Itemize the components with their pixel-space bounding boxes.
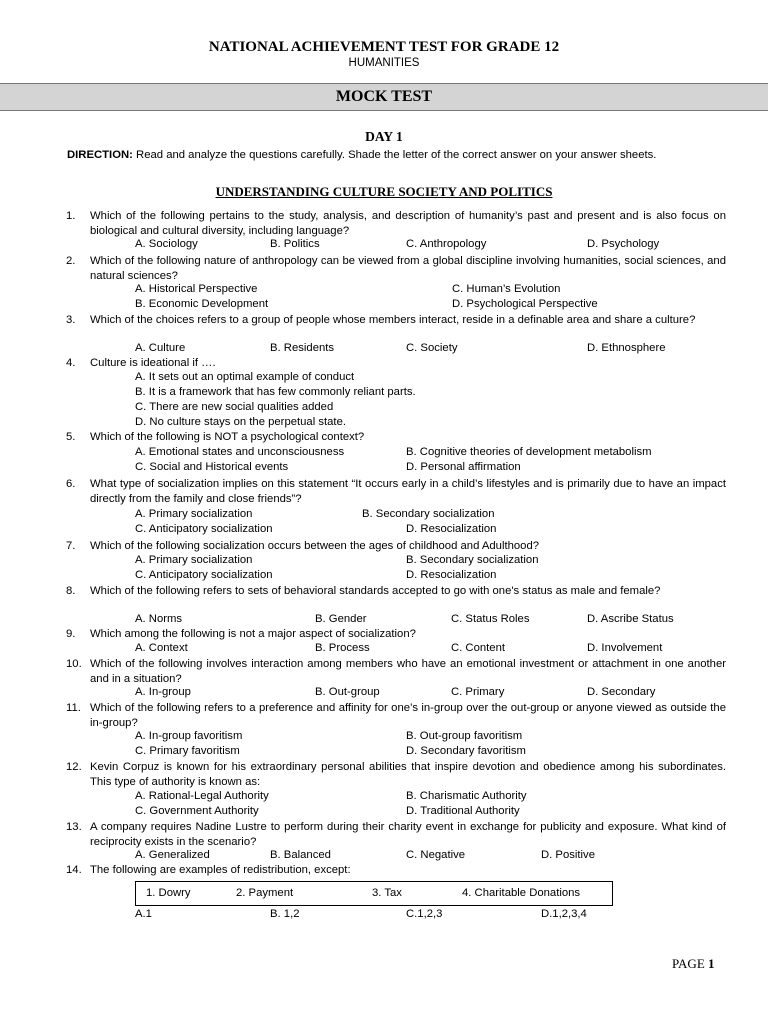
answer-option: A. Sociology [135,238,198,250]
answer-option: D. Positive [541,849,595,861]
question-text: Which of the choices refers to a group of people whose members interact, reside in a definable area and share a culture? [90,314,696,326]
answer-option: B. Process [315,642,370,654]
question-text: Which of the following refers to sets of behavioral standards accepted to go with one's status as male and female? [90,585,661,597]
question-3 [66,313,726,327]
answer-option: C. Anticipatory socialization [135,569,273,581]
answer-option: C. Government Authority [135,805,259,817]
question-5 [66,430,726,444]
answer-option: B. Gender [315,613,367,625]
question-text: Which of the following is NOT a psychological context? [90,431,365,443]
answer-option: D. Psychology [587,238,660,250]
answer-option: C.1,2,3 [406,908,443,920]
question-11 [66,701,726,729]
direction-body: Read and analyze the questions carefully. Shade the letter of the correct answer on your answer sheets. [132,149,657,161]
answer-option: A.1 [135,908,152,920]
question-text: Which of the following socialization occurs between the ages of childhood and Adulthood? [90,540,540,552]
question-text: A company requires Nadine Lustre to perform during their charity event in exchange for publicity and exposure. What kind of reciprocity exists in the scenario? [90,821,726,848]
question-text: Which of the following pertains to the study, analysis, and description of humanity’s past and present and is also focus on biological and cultural diversity, including language? [90,210,726,237]
redistribution-examples-box [135,881,613,906]
mock-test-label: MOCK TEST [335,88,433,105]
question-4 [66,356,726,370]
document-title: NATIONAL ACHIEVEMENT TEST FOR GRADE 12 [208,39,560,55]
answer-option: C. Human’s Evolution [452,283,561,295]
question-text: What type of socialization implies on this statement “It occurs early in a child’s lifestyles and is primarily due to have an impact directly from the family and close friends”? [90,478,726,505]
question-text: Which among the following is not a major aspect of socialization? [90,628,416,640]
question-number: 12. [66,761,82,773]
answer-option: B. Secondary socialization [406,554,539,566]
answer-option: A. It sets out an optimal example of conduct [135,371,355,383]
question-7 [66,539,726,553]
answer-option: B. Cognitive theories of development metabolism [406,446,652,458]
question-number: 13. [66,821,82,833]
question-number: 5. [66,431,76,443]
box-item: 1. Dowry [146,887,191,899]
page-label: PAGE [672,956,709,971]
question-number: 1. [66,210,76,222]
answer-option: A. Norms [135,613,183,625]
question-text: Culture is ideational if …. [90,357,216,369]
answer-option: A. Generalized [135,849,210,861]
answer-option: C. Anthropology [406,238,487,250]
box-item: 4. Charitable Donations [462,887,581,899]
answer-option: C. Content [451,642,506,654]
answer-option: A. Historical Perspective [135,283,258,295]
day-heading: DAY 1 [365,129,403,144]
answer-option: B. It is a framework that has few commonly reliant parts. [135,386,416,398]
answer-option: D. Psychological Perspective [452,298,598,310]
answer-option: A. Primary socialization [135,554,253,566]
question-text: Which of the following nature of anthropology can be viewed from a global discipline involving humanities, social sciences, and natural sciences? [90,255,726,282]
question-number: 4. [66,357,76,369]
answer-option: D. Personal affirmation [406,461,521,473]
answer-option: A. In-group favoritism [135,730,243,742]
answer-option: B. Out-group [315,686,380,698]
answer-option: C. There are new social qualities added [135,401,334,413]
question-1 [66,209,726,237]
answer-option: D. Resocialization [406,523,497,535]
document-subtitle: HUMANITIES [348,57,420,69]
answer-option: B. 1,2 [270,908,300,920]
box-item: 2. Payment [236,887,294,899]
answer-option: C. Anticipatory socialization [135,523,273,535]
question-text: The following are examples of redistribution, except: [90,864,351,876]
answer-option: D. Secondary favoritism [406,745,526,757]
answer-option: B. Balanced [270,849,331,861]
question-number: 7. [66,540,76,552]
answer-option: D.1,2,3,4 [541,908,587,920]
question-number: 10. [66,658,82,670]
answer-option: A. Primary socialization [135,508,253,520]
page-number-value: 1 [708,956,715,971]
answer-option: C. Primary favoritism [135,745,240,757]
section-title: UNDERSTANDING CULTURE SOCIETY AND POLITICS [215,184,553,199]
answer-option: C. Negative [406,849,466,861]
answer-option: B. Residents [270,342,335,354]
answer-option: D. Traditional Authority [406,805,520,817]
answer-option: D. Ethnosphere [587,342,666,354]
direction-label: DIRECTION: [67,149,133,161]
question-number: 9. [66,628,76,640]
answer-option: D. No culture stays on the perpetual state. [135,416,346,428]
question-text: Kevin Corpuz is known for his extraordinary personal abilities that inspire devotion and obedience among his subordinates. This type of authority is known as: [90,761,726,788]
question-number: 3. [66,314,76,326]
question-text: Which of the following refers to a preference and affinity for one’s in-group over the out-group or anyone viewed as outside the in-group? [90,702,726,729]
question-number: 11. [66,702,81,714]
answer-option: B. Politics [270,238,320,250]
answer-option: B. Economic Development [135,298,269,310]
answer-option: A. In-group [135,686,191,698]
answer-option: D. Involvement [587,642,663,654]
question-number: 14. [66,864,82,876]
answer-option: B. Secondary socialization [362,508,495,520]
page-number [672,956,715,972]
answer-option: D. Secondary [587,686,656,698]
answer-option: A. Culture [135,342,186,354]
question-13 [66,820,726,848]
question-2 [66,254,726,282]
question-6 [66,477,726,505]
question-9 [66,627,726,641]
answer-option: A. Rational-Legal Authority [135,790,269,802]
answer-option: C. Social and Historical events [135,461,289,473]
answer-option: C. Society [406,342,458,354]
answer-option: A. Emotional states and unconsciousness [135,446,345,458]
answer-option: B. Out-group favoritism [406,730,523,742]
answer-option: C. Status Roles [451,613,530,625]
question-text: Which of the following involves interaction among members who have an emotional investment or attachment in one another and in a situation? [90,658,726,685]
answer-option: D. Ascribe Status [587,613,674,625]
box-item: 3. Tax [372,887,402,899]
answer-option: C. Primary [451,686,505,698]
question-14 [66,863,726,877]
answer-option: B. Charismatic Authority [406,790,527,802]
answer-option: D. Resocialization [406,569,497,581]
question-10 [66,657,726,685]
question-8 [66,584,726,598]
answer-option: A. Context [135,642,188,654]
question-number: 8. [66,585,76,597]
question-12 [66,760,726,788]
question-number: 6. [66,478,76,490]
question-number: 2. [66,255,76,267]
